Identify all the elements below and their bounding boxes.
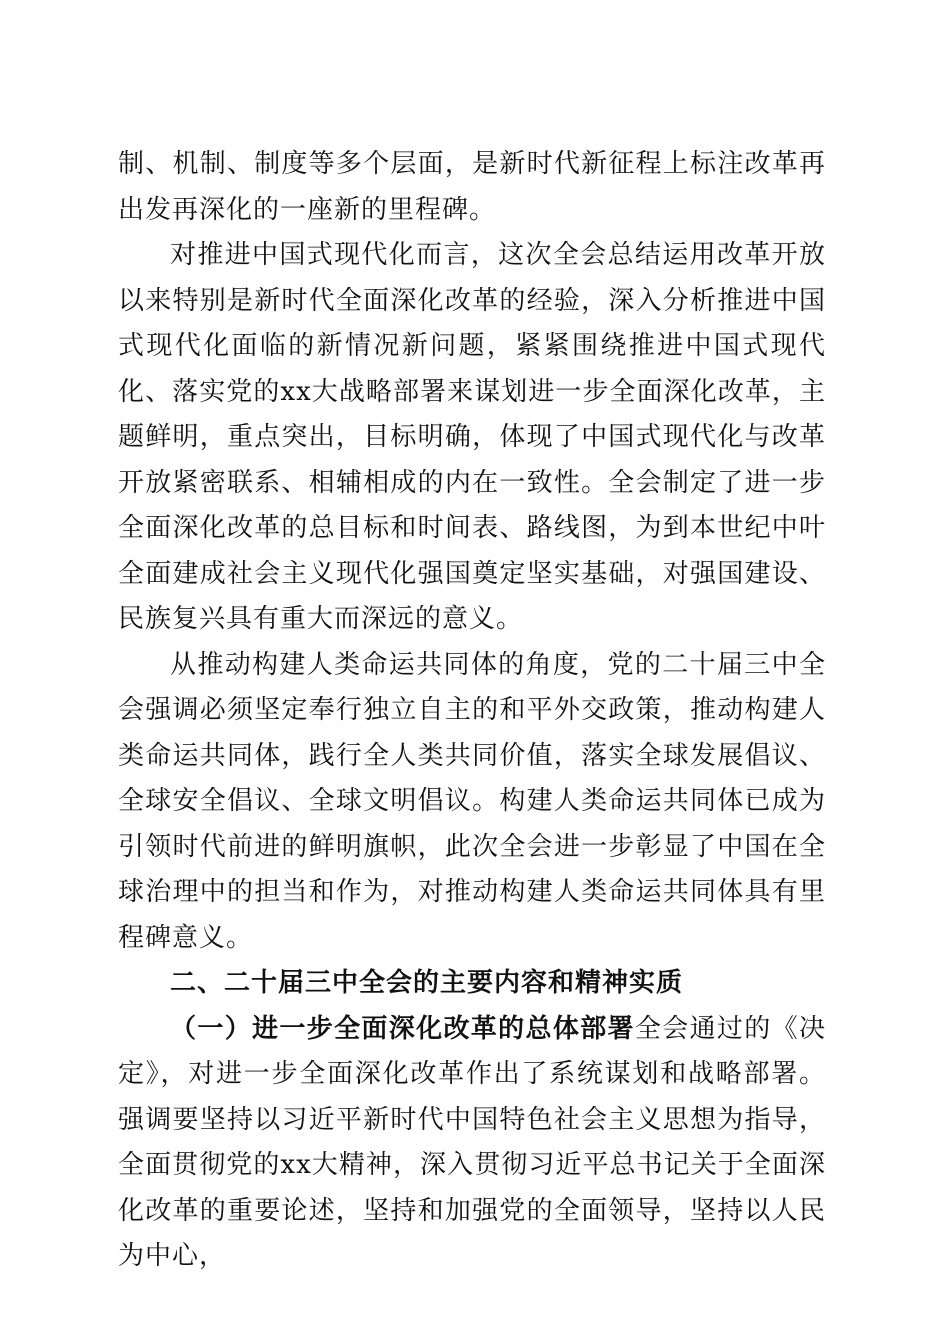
- subsection-title: （一）进一步全面深化改革的总体部署: [170, 1013, 635, 1044]
- paragraph-modernization: 对推进中国式现代化而言，这次全会总结运用改革开放以来特别是新时代全面深化改革的经验，深入分析推进中国式现代化面临的新情况新问题，紧紧围绕推进中国式现代化、落实党的xx大战略部署来谋划进一步全面深化改革，主题鲜明，重点突出，目标明确，体现了中国式现代化与改革开放紧密联系、相辅相成的内在一致性。全会制定了进一步全面深化改革的总目标和时间表、路线图，为到本世纪中叶全面建成社会主义现代化强国奠定坚实基础，对强国建设、民族复兴具有重大而深远的意义。: [118, 240, 826, 634]
- subsection-paragraph: [118, 1007, 826, 1280]
- section-heading: 二、二十届三中全会的主要内容和精神实质: [170, 968, 684, 998]
- document-body: [118, 142, 826, 1280]
- paragraph-community-of-shared-future: 从推动构建人类命运共同体的角度，党的二十届三中全会强调必须坚定奉行独立自主的和平外交政策，推动构建人类命运共同体，践行全人类共同价值，落实全球发展倡议、全球安全倡议、全球文明倡议。构建人类命运共同体已成为引领时代前进的鲜明旗帜，此次全会进一步彰显了中国在全球治理中的担当和作为，对推动构建人类命运共同体具有里程碑意义。: [118, 649, 826, 953]
- subsection-text: 全会通过的《决定》，对进一步全面深化改革作出了系统谋划和战略部署。强调要坚持以习近平新时代中国特色社会主义思想为指导，全面贯彻党的xx大精神，深入贯彻习近平总书记关于全面深化改革的重要论述，坚持和加强党的全面领导，坚持以人民为中心，: [118, 1013, 826, 1271]
- paragraph-continuation: 制、机制、制度等多个层面，是新时代新征程上标注改革再出发再深化的一座新的里程碑。: [118, 149, 826, 225]
